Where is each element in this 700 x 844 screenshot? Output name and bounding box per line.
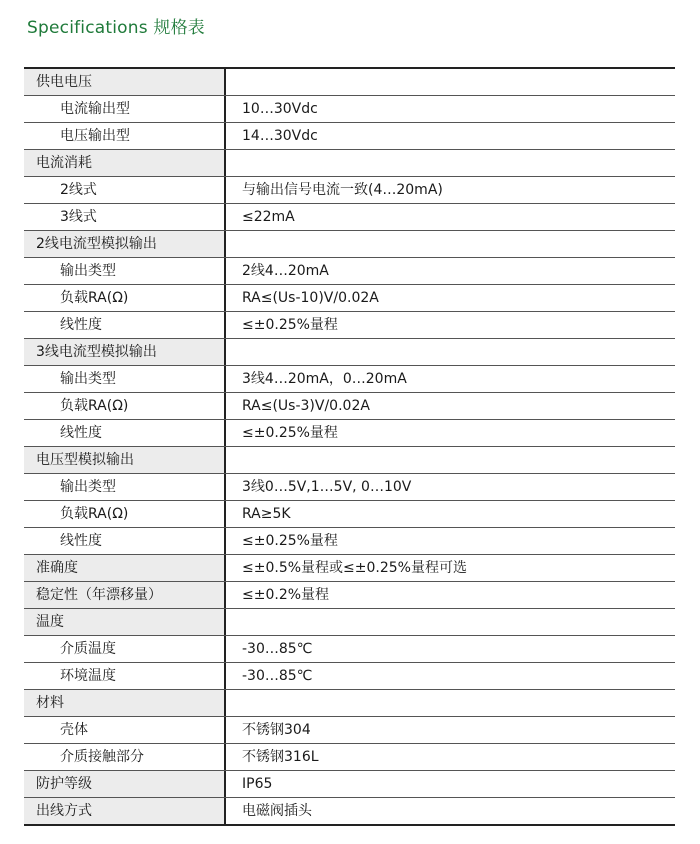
spec-label: 输出类型 — [24, 258, 226, 284]
spec-row — [24, 123, 675, 150]
spec-label: 线性度 — [24, 312, 226, 338]
spec-value: ≤±0.25%量程 — [226, 312, 675, 338]
spec-row — [24, 366, 675, 393]
spec-label: 2线式 — [24, 177, 226, 203]
spec-label: 环境温度 — [24, 663, 226, 689]
spec-value — [226, 150, 675, 176]
spec-label: 负载RA(Ω) — [24, 285, 226, 311]
spec-value — [226, 609, 675, 635]
spec-value: ≤±0.5%量程或≤±0.25%量程可选 — [226, 555, 675, 581]
spec-value: ≤22mA — [226, 204, 675, 230]
spec-label: 负载RA(Ω) — [24, 501, 226, 527]
spec-label: 输出类型 — [24, 474, 226, 500]
page-title: Specifications 规格表 — [27, 18, 206, 38]
spec-label: 防护等级 — [24, 771, 226, 797]
spec-group-row — [24, 150, 675, 177]
spec-row — [24, 636, 675, 663]
spec-row — [24, 258, 675, 285]
spec-group-row — [24, 582, 675, 609]
spec-label: 电压输出型 — [24, 123, 226, 149]
spec-label: 3线电流型模拟输出 — [24, 339, 226, 365]
spec-row — [24, 744, 675, 771]
spec-group-row — [24, 447, 675, 474]
spec-label: 准确度 — [24, 555, 226, 581]
spec-value: RA≤(Us-10)V/0.02A — [226, 285, 675, 311]
spec-group-row — [24, 771, 675, 798]
spec-label: 温度 — [24, 609, 226, 635]
spec-value — [226, 447, 675, 473]
spec-value: -30…85℃ — [226, 636, 675, 662]
spec-label: 3线式 — [24, 204, 226, 230]
spec-label: 电压型模拟输出 — [24, 447, 226, 473]
spec-label: 输出类型 — [24, 366, 226, 392]
spec-value: -30…85℃ — [226, 663, 675, 689]
spec-group-row — [24, 69, 675, 96]
spec-value: 3线4…20mA，0…20mA — [226, 366, 675, 392]
spec-row — [24, 528, 675, 555]
spec-value: 3线0…5V,1…5V, 0…10V — [226, 474, 675, 500]
spec-row — [24, 285, 675, 312]
spec-group-row — [24, 555, 675, 582]
spec-value: 与输出信号电流一致(4…20mA) — [226, 177, 675, 203]
spec-row — [24, 177, 675, 204]
spec-label: 介质温度 — [24, 636, 226, 662]
spec-row — [24, 312, 675, 339]
spec-label: 线性度 — [24, 420, 226, 446]
spec-value: 不锈钢316L — [226, 744, 675, 770]
spec-group-row — [24, 339, 675, 366]
spec-row — [24, 501, 675, 528]
spec-value: ≤±0.25%量程 — [226, 528, 675, 554]
spec-row — [24, 474, 675, 501]
spec-label: 材料 — [24, 690, 226, 716]
spec-label: 稳定性（年漂移量） — [24, 582, 226, 608]
spec-label: 负载RA(Ω) — [24, 393, 226, 419]
spec-value: ≤±0.2%量程 — [226, 582, 675, 608]
spec-value — [226, 69, 675, 95]
spec-label: 电流消耗 — [24, 150, 226, 176]
spec-row — [24, 204, 675, 231]
spec-row — [24, 393, 675, 420]
spec-group-row — [24, 798, 675, 824]
spec-row — [24, 96, 675, 123]
spec-row — [24, 420, 675, 447]
spec-label: 电流输出型 — [24, 96, 226, 122]
spec-value: RA≥5K — [226, 501, 675, 527]
spec-label: 出线方式 — [24, 798, 226, 824]
spec-group-row — [24, 690, 675, 717]
spec-value: ≤±0.25%量程 — [226, 420, 675, 446]
spec-label: 线性度 — [24, 528, 226, 554]
spec-group-row — [24, 609, 675, 636]
spec-label: 2线电流型模拟输出 — [24, 231, 226, 257]
spec-value: IP65 — [226, 771, 675, 797]
spec-value — [226, 690, 675, 716]
spec-label: 介质接触部分 — [24, 744, 226, 770]
spec-label: 壳体 — [24, 717, 226, 743]
spec-value: 14…30Vdc — [226, 123, 675, 149]
spec-table — [24, 67, 675, 826]
spec-value — [226, 231, 675, 257]
spec-label: 供电电压 — [24, 69, 226, 95]
spec-group-row — [24, 231, 675, 258]
spec-value: RA≤(Us-3)V/0.02A — [226, 393, 675, 419]
spec-value: 电磁阀插头 — [226, 798, 675, 824]
spec-row — [24, 717, 675, 744]
spec-value — [226, 339, 675, 365]
spec-row — [24, 663, 675, 690]
spec-value: 2线4…20mA — [226, 258, 675, 284]
spec-value: 不锈钢304 — [226, 717, 675, 743]
spec-value: 10…30Vdc — [226, 96, 675, 122]
